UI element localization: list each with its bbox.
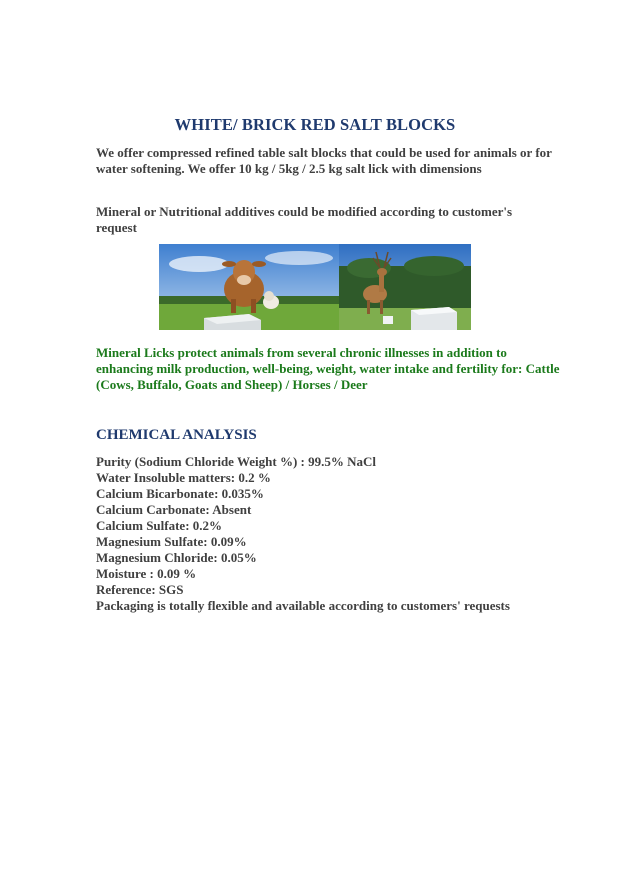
analysis-line-calcium-sulfate: Calcium Sulfate: 0.2%	[96, 518, 223, 533]
product-photos	[159, 244, 471, 330]
analysis-line-moisture: Moisture : 0.09 %	[96, 566, 197, 581]
analysis-line-packaging: Packaging is totally flexible and available according to customers' requests	[96, 598, 510, 613]
cow-photo	[159, 244, 339, 330]
benefits-paragraph: Mineral Licks protect animals from several chronic illnesses in addition to enhancing milk production, well-being, weight, water intake and fertility for: Cattle (Cows, Buffalo, Goats and Sheep) / Horses / Deer	[96, 345, 560, 392]
page-title: WHITE/ BRICK RED SALT BLOCKS	[174, 115, 456, 134]
intro-paragraph: We offer compressed refined table salt blocks that could be used for animals or for water softening. We offer 10 kg / 5kg / 2.5 kg salt lick with dimensions	[96, 145, 552, 176]
deer-photo	[339, 244, 471, 330]
chemical-analysis-heading: CHEMICAL ANALYSIS	[96, 427, 257, 443]
additives-paragraph: Mineral or Nutritional additives could be modified according to customer's request	[96, 204, 513, 235]
analysis-line-calcium-bicarbonate: Calcium Bicarbonate: 0.035%	[96, 486, 264, 501]
analysis-line-purity: Purity (Sodium Chloride Weight %) : 99.5% NaCl	[96, 454, 376, 469]
analysis-line-calcium-carbonate: Calcium Carbonate: Absent	[96, 502, 252, 517]
analysis-line-reference: Reference: SGS	[96, 582, 184, 597]
analysis-line-water-insoluble: Water Insoluble matters: 0.2 %	[96, 470, 271, 485]
chemical-analysis-list	[96, 454, 566, 614]
analysis-line-magnesium-sulfate: Magnesium Sulfate: 0.09%	[96, 534, 247, 549]
analysis-line-magnesium-chloride: Magnesium Chloride: 0.05%	[96, 550, 257, 565]
